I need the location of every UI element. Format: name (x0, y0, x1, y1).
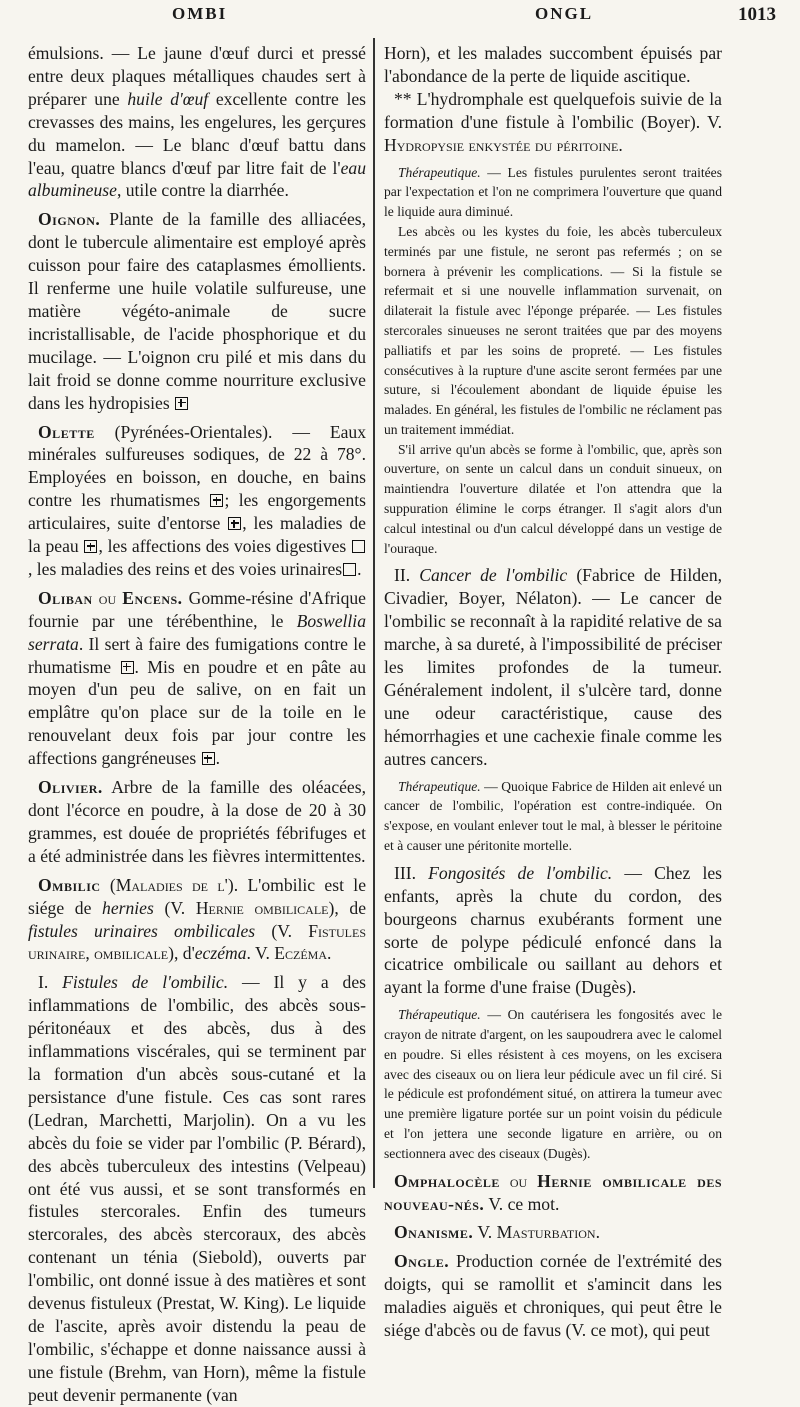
entry-ongle (384, 1250, 722, 1342)
headword: Ongle. (394, 1251, 450, 1272)
definition: . Mis en poudre et en pâte au moyen d'un peu de salive, on en fait un emplâtre qu'on place sur de la toile en le renouvelant deux fois par jour contre les affections gangréneuses (28, 656, 366, 769)
definition: , les maladies des reins et des voies urinaires (28, 558, 343, 579)
definition: . Il sert à faire des fumigations contre le rhumatisme (28, 633, 366, 677)
therapeutique-cancer (384, 777, 722, 856)
definition: , les affections des voies digestives (98, 536, 347, 557)
headword: Oliban (38, 587, 93, 608)
italic-term: huile d'œuf (127, 88, 209, 109)
page-number: 1013 (738, 4, 776, 25)
text: (V. (153, 897, 196, 918)
cross-reference: Eczéma (274, 943, 327, 964)
left-column (28, 42, 367, 1405)
text: . (618, 134, 623, 155)
section-title: Fongosités de l'ombilic. (428, 862, 613, 883)
cross-box-icon (84, 540, 97, 553)
section-number: I. (38, 972, 63, 993)
headword: Ombilic (38, 874, 101, 895)
italic-term: eau albumineuse (28, 157, 366, 201)
headword: Encens. (122, 587, 183, 608)
headword: Olette (38, 421, 95, 442)
text: — Quoique Fabrice de Hilden ait enlevé un cancer de l'ombilic, l'opération est contre-indiquée. On s'expose, en voulant enlever tout le mal, à blesser le péritoine et à causer une péritonite mortelle. (384, 778, 722, 854)
definition: Plante de la famille des alliacées, dont le tubercule alimentaire est employé après cuisson pour faire des cataplasmes émollients. Il renferme une huile volatile sulfureuse, une matière végéto-animale de sucre incristallisable, de l'acide phosphorique et du mucilage. — L'oignon cru pilé et mis dans du lait froid se donne comme nourriture exclusive dans les hydropisies (28, 209, 366, 413)
section-fongosites (384, 862, 722, 999)
text: . V. (246, 943, 275, 964)
definition: , les maladies de la peau (28, 513, 366, 557)
cross-box-icon (121, 661, 134, 674)
column-divider (373, 38, 375, 1188)
definition: Arbre de la famille des oléacées, dont l'écorce en poudre, à la dose de 20 à 30 grammes, est douée de propriétés fébrifuges et a été administrée dans les fièvres intermittentes. (28, 777, 366, 866)
therapeutique-label: Thérapeutique. (398, 164, 481, 180)
therapeutique-label: Thérapeutique. (398, 1007, 481, 1023)
text: émulsions. — Le jaune d'œuf durci et pressé entre deux plaques métalliques chaudes sert à préparer une (28, 43, 366, 109)
headword: Omphalocèle (394, 1170, 500, 1191)
italic-term: eczéma (194, 943, 247, 964)
running-head-left: OMBI (172, 4, 228, 23)
section-title: Cancer de l'ombilic (419, 565, 568, 586)
text: . (595, 1222, 600, 1243)
headword: Hernie ombilicale des nouveau-nés. (384, 1170, 722, 1214)
entry-oliban: Oliban ou Encens. Gomme-résine d'Afrique fournie par une térébenthine, le Boswellia serrata. Il sert à faire des fumigations contre le rhumatisme . Mis en poudre et en pâte au moyen d'un peu de salive, on en fait un emplâtre qu'on place sur de la toile en le renouvelant deux fois par jour contre les affections gangréneuses . (28, 587, 366, 769)
headword: Olivier. (38, 777, 103, 798)
definition: ; les engorgements articulaires, suite d'entorse (28, 490, 366, 534)
entry-ombilic (28, 874, 366, 966)
cross-box-icon (228, 517, 241, 530)
section-cancer (384, 564, 722, 770)
text: , utile contre la diarrhée. (116, 180, 289, 201)
cross-box-icon (202, 752, 215, 765)
headword: Oignon. (38, 209, 101, 230)
italic-term: fistules urinaires ombilicales (28, 920, 256, 941)
therapeutique-fistules (384, 163, 722, 222)
text: (V. (255, 920, 309, 941)
therapeutique-abces: Les abcès ou les kystes du foie, les abcès tuberculeux terminés par une fistule, ne seront pas refermés ; on se bornera à prévenir les complications. — Si la fistule se refermait et si une nouvelle inflammation survenait, on dilaterait la fistule avec l'éponge préparée. — Les fistules stercorales sinueuses ne seront traitées que par des moyens palliatifs et par les soins de propreté. — Les fistules consécutives à la rupture d'une ascite seront fermées par une suture, si l'écoulement abondant de liquide épuise les malades. En général, les fistules de l'ombilic ne réclament pas un traitement immédiat. (384, 223, 722, 437)
section-title: Fistules de l'ombilic. (62, 972, 229, 993)
text: ), d' (168, 943, 195, 964)
cross-box-icon (175, 397, 188, 410)
section-fistules (28, 971, 366, 1406)
therapeutique-label: Thérapeutique. (398, 778, 481, 794)
empty-box-icon (352, 540, 365, 553)
definition: Production cornée de l'extrémité des doigts, qui se ramollit et s'amincit dans les maladies aiguës et chroniques, qui peut être le siége d'abcès ou de favus (V. ce mot), qui peut (384, 1251, 722, 1341)
section-number: III. (394, 862, 429, 883)
cross-reference: Hydropysie enkystée du péritoine (384, 134, 619, 155)
fistules-continuation: Horn), et les malades succombent épuisés par l'abondance de la perte de liquide ascitique. (384, 43, 722, 86)
text: — On cautérisera les fongosités avec le crayon de nitrate d'argent, on les saupoudrera avec le calomel en poudre. Si elles résistent à ces moyens, on les excisera avec des ciseaux ou on liera leur pédicule avec un fil ciré. Si le pédicule est profondément situé, on attirera la tumeur avec une première ligature portée sur un point voisin du pédicule et l'on jettera une seconde ligature en arrière, ou on sectionnera avec des ciseaux (Dugès). (384, 1007, 722, 1161)
definition: V. ce mot. (484, 1193, 560, 1214)
cross-box-icon (210, 494, 223, 507)
entry-omphalocele (384, 1170, 722, 1216)
entry-olivier (28, 776, 366, 868)
text: V. (473, 1222, 497, 1243)
entry-onanisme (384, 1221, 722, 1244)
headword: Onanisme. (394, 1222, 474, 1243)
right-column (384, 42, 723, 1341)
definition: (Fabrice de Hilden, Civadier, Boyer, Nélaton). — Le cancer de l'ombilic se reconnaît à la rapidité relative de sa marche, à sa dureté, à l'impossibilité de préciser les limites profondes de la tumeur. Généralement indolent, il s'ulcère tard, donne une odeur caractéristique, cause des hémorrhagies et une cachexie finale comme les autres cancers. (384, 565, 723, 769)
text: ou (92, 587, 123, 608)
subheading: (Maladies de l'). (100, 874, 239, 895)
entry-oeuf-continuation (28, 42, 366, 202)
therapeutique-calcul: S'il arrive qu'un abcès se forme à l'ombilic, que, après son ouverture, on sente un calcul dans un conduit sinueux, on maintiendra l'ouverture dilatée et l'on attendra que la suppuration élimine le corps étranger. Il s'agit alors d'un calcul intestinal ou d'un calcul développé dans un vestige de l'ouraque. (384, 441, 722, 556)
empty-box-icon (343, 563, 356, 576)
definition: (Pyrénées-Orientales). — Eaux minérales sulfureuses sodiques, de 22 à 78°. Employées en boisson, en douche, en bains contre les rhumatismes (28, 421, 366, 511)
hydromphale-note (384, 88, 722, 157)
text: ), de (328, 897, 367, 918)
text: — Les fistules purulentes seront traitées par l'expectation et l'on ne comprimera l'ouverture que quand le liquide aura diminué. (384, 164, 722, 220)
definition: — Chez les enfants, après la chute du cordon, des bourgeons charnus exubérants forment une sorte de polype pédiculé enfoncé dans la cicatrice ombilicale ou saillant au dehors et ayant la forme d'une fraise (Dugès). (384, 862, 722, 998)
definition: L'ombilic est le siége de (28, 874, 367, 918)
entry-olette: Olette (Pyrénées-Orientales). — Eaux minérales sulfureuses sodiques, de 22 à 78°. Employées en boisson, en douche, en bains contre les rhumatismes ; les engorgements articulaires, suite d'entorse , les maladies de la peau , les affections des voies digestives , les maladies des reins et des voies urinaires . (28, 421, 366, 579)
definition: Gomme-résine d'Afrique fournie par une térébenthine, le (28, 587, 366, 631)
definition: — Il y a des inflammations de l'ombilic, des abcès sous-péritonéaux et des abcès, dus à des inflammations viscérales, qui se terminent par la formation d'un abcès sous-cutané et la persistance d'une fistule. Ces cas sont rares (Ledran, Marchetti, Marjolin). On a vu les abcès du foie se vider par l'ombilic (P. Bérard), des abcès tuberculeux des intestins (Velpeau) ont été vus aussi, et se sont transformés en fistules stercorales. Enfin des tumeurs stercorales, des abcès stercoraux, des abcès contenant un ténia (Siebold), ouverts par l'ombilic, ont donné issue à des matières et sont devenus fistuleux (Prestat, W. King). Le liquide de l'ascite, après avoir distendu la peau de l'ombilic, s'échappe et donne naissance aussi à une fistule (Brehm, van Horn), même la fistule peut devenir permanente (van (28, 972, 366, 1405)
entry-oignon (28, 208, 366, 414)
italic-term: hernies (102, 897, 154, 918)
text: ou (499, 1170, 538, 1191)
cross-reference: Masturbation (496, 1222, 596, 1243)
text: excellente contre les crevasses des mains, les engelures, les gerçures du mamelon. — Le blanc d'œuf battu dans l'eau, quatre blancs d'œuf par litre fait de l' (28, 88, 366, 178)
running-head-right: ONGL (535, 4, 594, 23)
text: ** L'hydromphale est quelquefois suivie de la formation d'une fistule à l'ombilic (Boyer). V. (384, 88, 722, 132)
text: . (327, 943, 332, 964)
therapeutique-fongosites (384, 1005, 722, 1163)
cross-reference: Hernie ombilicale (195, 897, 329, 918)
section-number: II. (394, 565, 420, 586)
italic-term: Boswellia serrata (28, 610, 366, 654)
cross-reference: Fistules urinaire, ombilicale (28, 920, 366, 964)
